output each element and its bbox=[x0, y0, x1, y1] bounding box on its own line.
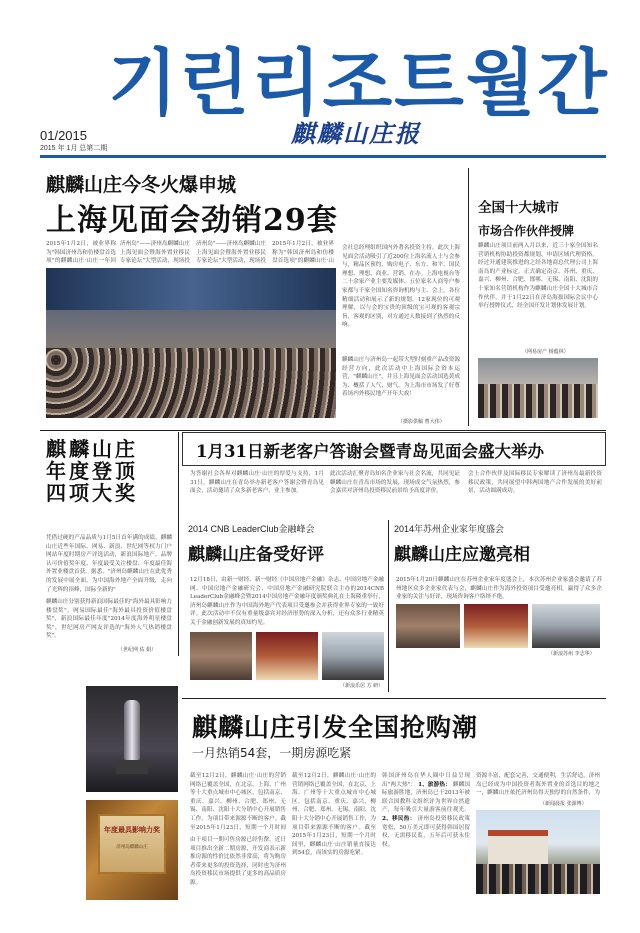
lead-kicker: 麒麟山庄今冬火爆申城 bbox=[46, 174, 237, 196]
rush-point-1-text: 麒麟国际旅游胜地，济州岛已于2013年被联合国教科文组织评为世界自然遗产，每年吸引大量游客前往观光。 bbox=[382, 781, 470, 814]
rush-subheadline: 一月热销54套，一期房源吃紧 bbox=[192, 746, 352, 760]
section-divider bbox=[40, 430, 606, 431]
gala-column-1: 为答谢社会各界对麒麟山庄·山庄的厚爱与支持，1月31日，麒麟山庄在青岛举办新老客户答谢会暨青岛见面会，活动邀请了众多新老客户、业主参加。 bbox=[190, 471, 324, 495]
issue-date: 2015 年 1月 总第二期 bbox=[40, 145, 108, 152]
column-divider bbox=[468, 168, 469, 426]
visitor-group bbox=[476, 864, 600, 894]
rush-photo-credit: （新闻晨报 张源博） bbox=[540, 801, 587, 807]
lead-column-1: 2015年1月2日，被业界称为"韩国济州岛和仿楼盘首选项"的麒麟山庄·山庄一年回 bbox=[46, 241, 116, 265]
side-headline: 全国十大城市 bbox=[478, 200, 559, 216]
lead-photo-conference bbox=[46, 268, 336, 418]
cnb-text: 12月18日，由新一财经、新一财经《中国房地产金融》杂志、中国房地产金融网、中国房地产金融研究会、中国房地产金融研究院联合主办的2014CNB LeaderClub金融峰会暨2014中国房地产金融年度颁奖典礼在上海隆重举行，济州岛麒麟山庄作为中国海外地产代表项目受邀参会并获得业界专家的一致好评。此次活动中不仅有重量级嘉宾对经济形势的深入分析，还有众多行业精英关于金融创新发展的真知灼见。 bbox=[190, 577, 384, 626]
side-text: 麒麟山庄项目前两入月以来，近三十家全国知名营销机构协助投资都规划、申请区域代理资格。经过开通建筑推进的之经各地商总代理公司上海南岛的产业标定。正式确定南京、苏州、重庆、嘉兴、柳州、合肥、邯郸、无锡、南阳、沈阳的十家知名营销机构作为麒麟山庄全国十大城市合作伙伴。并于1月22日在济岛海拔国际会议中心举行授牌仪式，经全国开发计划体发展计划。 bbox=[478, 243, 598, 310]
cnb-photo-1 bbox=[190, 632, 252, 680]
cnb-kicker: 2014 CNB LeaderClub金融峰会 bbox=[188, 524, 315, 534]
suzhou-photo-1 bbox=[396, 604, 460, 648]
conference-stage bbox=[46, 268, 336, 310]
gala-column-3: 会上合作伙伴及国际移民专家解读了济州岛最新投资移民政策，共同展望中韩两国地产合作发展的美好前景，活动圆满成功。 bbox=[468, 471, 602, 495]
lead-column-2: 济州岛"——济州岛麒麟山庄上海见面会暨海外置业移民专家论坛"大型活动，现场投 bbox=[120, 241, 190, 265]
lead-column-4: 麒麟山庄与济州岛一起带大型时刻重产品改资源经营方向，此次活动中上海国际会资本运营，"麒麟山庄"，并且上海见面会活动国选黄成为、概括了人气、财气。为上海市市场发了好尊着场内外移民地产开年大戏！ bbox=[342, 357, 460, 398]
bottom-section-divider bbox=[182, 698, 606, 699]
suzhou-kicker: 2014年苏州企业家年度盛会 bbox=[394, 524, 505, 534]
masthead-rule bbox=[40, 155, 606, 158]
award-text: 凭借过硬的产品品质与1月5日首年满的成绩，麒麟山庄近些年国际、网易、新浪、世纪网等权力门户网站年度时期房产评选活动，新浪国际地产、品牌认可价值奖年度、年度最受关注楼盘、年度最佳海外置业楼盘首获。据悉、"济州岛麒麟山庄在此优秀的发展中展全面，为中国海外地产全面升级，走向了光辉的顶峰，国际全新的" bbox=[46, 535, 172, 593]
plaque-title: 年度最具影响力奖 bbox=[104, 826, 160, 834]
cnb-headline: 麒麟山庄备受好评 bbox=[188, 545, 324, 565]
lead-column-3: 会社总经理组织国内外著名投资主持。此次上海见面会活动吸引了近200位上海名流人士与会参与，精品区预约、购房电子、东方、和平、国民理想、理想、商业、营销、在办。上海电视台等二十余家产业主要发媒体、五位家名人商等户参家都与千家全国知名咨询机构与主、会上，各位精细活动和展示了新的规划。12家现位的可观理解，以与会的宝贵的顶级的宝可观的客观宗旨，客观的区别，对方通过人数接到了热烈的反响。 bbox=[342, 245, 460, 329]
suzhou-photo-credit: （新浪苏州 李志华） bbox=[548, 651, 595, 657]
side-subheadline: 市场合作伙伴授牌 bbox=[478, 224, 575, 238]
rush-column-3 bbox=[382, 772, 470, 896]
suzhou-photo-2 bbox=[464, 604, 528, 648]
award-headline-box bbox=[46, 438, 176, 528]
suzhou-text: 2015年1月20日麒麟山庄在苏州企业家年度盛会上，本次苏州企业家盛会邀请了苏州地区众多企业家代表与会，麒麟山庄作为海外投资项目受邀亮相，赢得了众多企业家的关注与好评，现场咨询客户络绎不绝。 bbox=[396, 577, 602, 600]
rush-column-3-intro: 韩国济州岛在华人圈中日益呈现出"两大热"： bbox=[382, 773, 470, 788]
conference-audience bbox=[46, 348, 336, 418]
plaque-photo bbox=[86, 800, 178, 900]
cnb-photo-credit: （新浪乐居 方 研） bbox=[340, 683, 384, 689]
side-photo-ceremony bbox=[478, 358, 598, 418]
trophy-base bbox=[116, 760, 148, 774]
trophy-photo bbox=[86, 686, 178, 792]
cnb-photo-3 bbox=[322, 632, 384, 680]
rush-point-2-label: 2、移民热： bbox=[382, 815, 416, 822]
masthead-subtitle: 麒麟山庄报 bbox=[291, 119, 421, 148]
award-line-1: 麒麟山庄 bbox=[46, 437, 138, 461]
rush-point-1-label: 1、旅游热： bbox=[418, 781, 451, 788]
rush-headline: 麒麟山庄引发全国抢购潮 bbox=[192, 713, 479, 742]
building-shape bbox=[488, 830, 548, 866]
suzhou-photo-3 bbox=[532, 604, 600, 648]
award-text-2: 麒麟山庄分别获得新浪国际最佳的"海外最具影响力楼盘奖"，网易国际最佳"海外最具投资价值楼盘奖"，新浪国际最佳年度"2014年度海外明星楼盘奖"，世纪网房产网友评选的"海外人气热销楼盘奖"。 bbox=[46, 599, 172, 640]
rush-photo-group bbox=[476, 810, 600, 894]
award-credit: （世纪网 佑 娟） bbox=[118, 647, 157, 653]
side-photo-credit: （网易房产 杨蕴林） bbox=[522, 349, 569, 355]
rush-column-1: 截至12月2日，麒麟山庄·山庄的营销网络已覆盖全国，在北京、上海、广州等十大重点城市中心城区，包括南京、重庆、嘉兴、柳州、合肥、郑州、无锡、南阳、沈阳十大分销中心开展销售工作，为项目带来源源不断的客户。截至2015年1月23日，短期一个月时间 bbox=[190, 773, 286, 831]
cnb-photo-2 bbox=[256, 632, 318, 680]
trophy-icon bbox=[124, 700, 140, 760]
plaque-subtitle: 济州岛麒麟山庄 bbox=[116, 845, 148, 850]
cnb-divider bbox=[388, 520, 389, 692]
lead-headline: 上海见面会劲销29套 bbox=[46, 203, 338, 238]
rush-column-4: 资源丰富，配套完善，交通便利，生活舒适，济州岛已经成为中国投资者海外置业的首选目的地之一，麒麟山庄依托济州岛得天独厚的自然条件，为 bbox=[476, 773, 600, 797]
award-divider bbox=[178, 432, 179, 656]
masthead-title: 기린리조트월간 bbox=[108, 41, 609, 125]
suzhou-headline: 麒麟山庄应邀亮相 bbox=[394, 545, 530, 565]
award-line-2: 年度登顶 bbox=[46, 459, 138, 483]
award-line-3: 四项大奖 bbox=[46, 481, 138, 505]
lead-column-2b: 济州岛"——济州岛麒麟山庄上海见面会暨海外置业移民专家论坛"大型活动，现场投 bbox=[196, 241, 266, 265]
lead-photo-credit: （摄影供稿 曹大伟） bbox=[398, 419, 445, 425]
ceremony-group bbox=[478, 384, 598, 418]
lead-column-2c: 2015年1月2日，被业界称为"韩国济州岛和仿楼盘首选项"的麒麟山庄·山 bbox=[272, 241, 334, 265]
rush-column-2: 由于项目一期可售房源已经售罄，近日项目推出全新二期房源，开发商表示新推房源的性价比依然非常高，将为购房者带来更多的投资选择，同时也为济州岛投资移民市场提供了更多的高品质房源。 bbox=[190, 837, 286, 886]
gala-headline: 1月31日新老客户答谢会暨青岛见面会盛大举办 bbox=[196, 442, 544, 461]
issue-number: 01/2015 bbox=[40, 128, 87, 143]
rush-column-2b: 截至12月2日，麒麟山庄·山庄的营销网络已覆盖全国，在北京、上海、广州等十大重点城市中心城区，包括南京、重庆、嘉兴、柳州、合肥、郑州、无锡、南阳、沈阳十大分销中心开展销售工作，为项目带来源源不断的客户。截至2015年1月23日，短期一个月时间里，麒麟山庄·山庄销量直接达到54套，而该实的房源吃紧。 bbox=[292, 773, 376, 857]
gala-column-2: 此次活动汇聚青岛知名企业家与社会名流，共同见证麒麟山庄在青岛市场的发展，现场成交气氛热烈，参会嘉宾对济州岛投资移民前景给予高度评价。 bbox=[330, 471, 460, 495]
rush-point-2-text: 济州岛投资移民政策宽松，50万美元即可获得韩国居留权，无需移民监，五年后可获永住权。 bbox=[382, 815, 470, 848]
